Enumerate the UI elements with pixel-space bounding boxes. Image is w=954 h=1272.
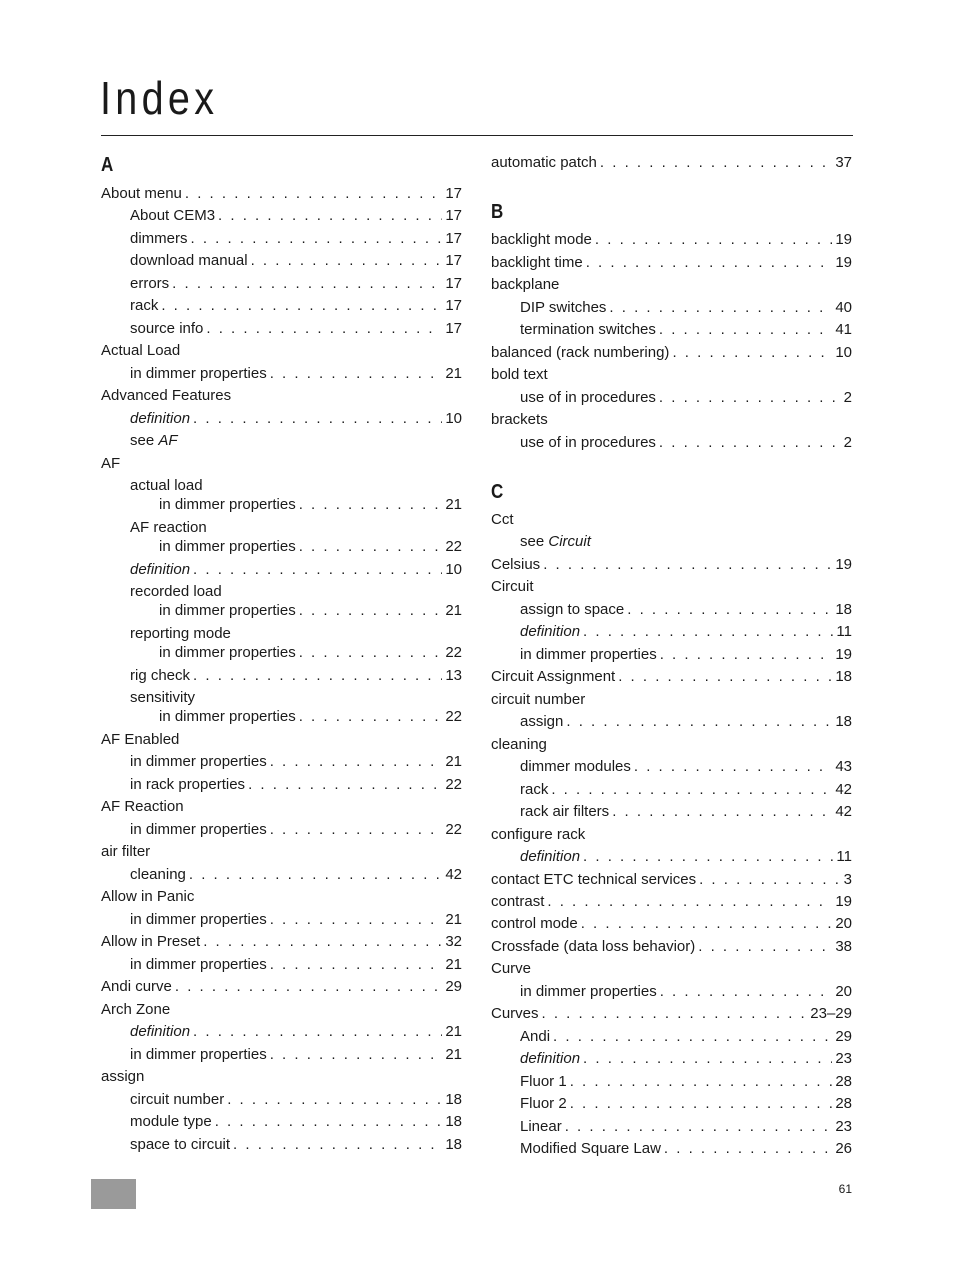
page-ref: 22 <box>445 776 462 793</box>
index-term: Andi <box>520 1028 551 1045</box>
index-entry <box>101 864 462 886</box>
index-term: in dimmer properties <box>520 983 657 1000</box>
index-entry <box>491 599 852 621</box>
index-heading <box>101 999 462 1021</box>
index-term: sensitivity <box>130 689 196 706</box>
dot-leader <box>627 599 832 621</box>
page-ref: 10 <box>835 344 852 361</box>
index-term: use of in procedures <box>520 389 656 406</box>
index-term: definition <box>520 1050 581 1067</box>
index-entry <box>491 711 852 733</box>
dot-leader <box>172 273 442 295</box>
index-entry <box>491 869 852 891</box>
page-ref: 42 <box>835 781 852 798</box>
index-term: Actual Load <box>101 342 181 359</box>
index-entry <box>491 554 852 576</box>
page-ref: 32 <box>445 933 462 950</box>
index-term: Allow in Panic <box>101 888 195 905</box>
index-heading <box>101 841 462 863</box>
page-ref: 28 <box>835 1095 852 1112</box>
page-ref: 37 <box>835 154 852 171</box>
index-term: in dimmer properties <box>130 956 267 973</box>
index-entry <box>101 494 462 516</box>
index-entry <box>101 228 462 250</box>
index-term: in dimmer properties <box>130 911 267 928</box>
index-entry <box>101 600 462 622</box>
index-heading <box>491 364 852 386</box>
index-entry <box>491 1138 852 1160</box>
index-term: AF Reaction <box>101 798 184 815</box>
dot-leader <box>553 1026 832 1048</box>
index-entry <box>101 954 462 976</box>
index-entry <box>491 1093 852 1115</box>
index-heading <box>101 729 462 751</box>
index-entry <box>101 408 462 430</box>
dot-leader <box>185 183 442 205</box>
index-heading <box>491 824 852 846</box>
page-ref: 22 <box>445 821 462 838</box>
index-entry <box>491 252 852 274</box>
index-entry <box>101 819 462 841</box>
page-ref: 20 <box>835 915 852 932</box>
index-heading <box>491 734 852 756</box>
page-ref: 43 <box>835 758 852 775</box>
index-term: backplane <box>491 276 560 293</box>
page-ref: 10 <box>445 410 462 427</box>
page-ref: 21 <box>445 1046 462 1063</box>
index-entry <box>491 644 852 666</box>
dot-leader <box>227 1089 442 1111</box>
dot-leader <box>566 711 832 733</box>
dot-leader <box>699 869 841 891</box>
footer-tab-block <box>91 1179 136 1209</box>
index-term: in dimmer properties <box>159 538 296 555</box>
dot-leader <box>191 228 443 250</box>
page-ref: 42 <box>835 803 852 820</box>
page-ref: 19 <box>835 646 852 663</box>
page-ref: 17 <box>445 320 462 337</box>
index-term: balanced (rack numbering) <box>491 344 670 361</box>
dot-leader <box>586 252 833 274</box>
index-entry <box>491 1003 852 1025</box>
page-ref: 42 <box>445 866 462 883</box>
index-entry <box>491 756 852 778</box>
dot-leader <box>659 387 841 409</box>
dot-leader <box>583 846 833 868</box>
see-target: Circuit <box>548 533 591 550</box>
dot-leader <box>551 779 832 801</box>
index-term: in dimmer properties <box>159 708 296 725</box>
index-entry <box>101 559 462 581</box>
index-entry <box>101 1021 462 1043</box>
page-ref: 10 <box>445 561 462 578</box>
dot-leader <box>664 1138 832 1160</box>
index-entry <box>491 801 852 823</box>
section-letter-text: C <box>491 481 504 503</box>
page-ref: 21 <box>445 911 462 928</box>
page-ref: 17 <box>445 230 462 247</box>
dot-leader <box>270 363 443 385</box>
index-entry <box>101 1111 462 1133</box>
index-entry <box>491 342 852 364</box>
page-ref: 17 <box>445 297 462 314</box>
index-term: Curves <box>491 1005 539 1022</box>
dot-leader <box>570 1093 833 1115</box>
index-entry <box>491 666 852 688</box>
dot-leader <box>299 536 443 558</box>
page-ref: 38 <box>835 938 852 955</box>
index-term: backlight time <box>491 254 583 271</box>
index-heading <box>101 796 462 818</box>
page-number: 61 <box>838 1182 852 1196</box>
index-term: Cct <box>491 511 514 528</box>
page-ref: 21 <box>445 365 462 382</box>
index-entry <box>491 981 852 1003</box>
index-entry <box>101 250 462 272</box>
page-ref: 29 <box>835 1028 852 1045</box>
page-ref: 23 <box>835 1050 852 1067</box>
dot-leader <box>672 342 832 364</box>
index-term: in dimmer properties <box>159 496 296 513</box>
index-term: configure rack <box>491 826 586 843</box>
index-heading <box>101 453 462 475</box>
index-heading <box>101 340 462 362</box>
index-entry <box>101 363 462 385</box>
index-entry <box>101 536 462 558</box>
page-ref: 19 <box>835 556 852 573</box>
index-term: assign to space <box>520 601 625 618</box>
dot-leader <box>206 318 442 340</box>
dot-leader <box>299 706 443 728</box>
page-ref: 3 <box>843 871 852 888</box>
index-entry <box>101 665 462 687</box>
index-entry <box>101 642 462 664</box>
index-term: Circuit <box>491 578 534 595</box>
dot-leader <box>543 554 832 576</box>
page-ref: 21 <box>445 1023 462 1040</box>
index-term: bold text <box>491 366 548 383</box>
index-heading <box>101 886 462 908</box>
index-term: reporting mode <box>130 625 231 642</box>
index-term: in dimmer properties <box>520 646 657 663</box>
page-ref: 21 <box>445 496 462 513</box>
dot-leader <box>193 665 442 687</box>
index-heading <box>491 689 852 711</box>
index-term: download manual <box>130 252 248 269</box>
index-entry <box>491 1071 852 1093</box>
index-entry <box>491 387 852 409</box>
index-heading <box>491 509 852 531</box>
dot-leader <box>542 1003 808 1025</box>
index-heading <box>491 958 852 980</box>
page-ref: 28 <box>835 1073 852 1090</box>
page-ref: 22 <box>445 538 462 555</box>
index-term: rack <box>520 781 549 798</box>
index-entry <box>491 621 852 643</box>
dot-leader <box>595 229 832 251</box>
dot-leader <box>612 801 832 823</box>
dot-leader <box>215 1111 443 1133</box>
page-ref: 23–29 <box>810 1005 852 1022</box>
index-term: Linear <box>520 1118 562 1135</box>
section-letter-b <box>491 199 852 225</box>
dot-leader <box>660 644 833 666</box>
index-entry <box>491 913 852 935</box>
index-entry <box>101 318 462 340</box>
index-entry <box>491 319 852 341</box>
index-term: recorded load <box>130 583 222 600</box>
index-heading <box>491 409 852 431</box>
index-term: circuit number <box>491 691 586 708</box>
index-term: DIP switches <box>520 299 607 316</box>
index-entry <box>101 205 462 227</box>
index-entry <box>101 774 462 796</box>
index-term: in dimmer properties <box>130 821 267 838</box>
page-ref: 21 <box>445 753 462 770</box>
index-entry <box>491 1048 852 1070</box>
dot-leader <box>618 666 832 688</box>
index-term: assign <box>101 1068 145 1085</box>
index-term: circuit number <box>130 1091 225 1108</box>
index-entry <box>491 936 852 958</box>
title-rule <box>101 135 853 136</box>
index-entry <box>491 846 852 868</box>
page-ref: 17 <box>445 275 462 292</box>
index-term: automatic patch <box>491 154 597 171</box>
index-term: in dimmer properties <box>130 365 267 382</box>
page-ref: 19 <box>835 231 852 248</box>
page-ref: 13 <box>445 667 462 684</box>
index-term: About CEM3 <box>130 207 216 224</box>
dot-leader <box>583 1048 832 1070</box>
dot-leader <box>175 976 442 998</box>
page-ref: 18 <box>835 601 852 618</box>
dot-leader <box>270 1044 443 1066</box>
index-term: in dimmer properties <box>159 602 296 619</box>
index-term: in dimmer properties <box>130 1046 267 1063</box>
see-reference <box>491 531 852 553</box>
index-term: Allow in Preset <box>101 933 201 950</box>
dot-leader <box>299 494 443 516</box>
index-term: Crossfade (data loss behavior) <box>491 938 696 955</box>
page-ref: 19 <box>835 893 852 910</box>
index-entry <box>491 432 852 454</box>
dot-leader <box>659 319 832 341</box>
section-letter-text: A <box>101 154 114 176</box>
dot-leader <box>600 152 832 174</box>
index-term: cleaning <box>491 736 547 753</box>
index-term: Curve <box>491 960 532 977</box>
page-ref: 2 <box>843 389 852 406</box>
page-ref: 20 <box>835 983 852 1000</box>
index-term: module type <box>130 1113 212 1130</box>
index-term: dimmer modules <box>520 758 631 775</box>
page-ref: 29 <box>445 978 462 995</box>
index-term: errors <box>130 275 170 292</box>
index-term: definition <box>520 848 581 865</box>
index-entry <box>491 1026 852 1048</box>
index-term: dimmers <box>130 230 188 247</box>
dot-leader <box>634 756 832 778</box>
dot-leader <box>189 864 442 886</box>
index-term: AF reaction <box>130 519 207 536</box>
index-entry <box>101 706 462 728</box>
page-ref: 22 <box>445 644 462 661</box>
dot-leader <box>270 954 443 976</box>
index-heading <box>491 576 852 598</box>
dot-leader <box>193 559 442 581</box>
dot-leader <box>565 1116 833 1138</box>
index-term: cleaning <box>130 866 186 883</box>
page-ref: 40 <box>835 299 852 316</box>
index-term: Fluor 2 <box>520 1095 567 1112</box>
index-entry <box>491 891 852 913</box>
page-ref: 18 <box>835 713 852 730</box>
index-entry <box>101 183 462 205</box>
index-entry <box>491 1116 852 1138</box>
page-ref: 18 <box>445 1091 462 1108</box>
index-term: assign <box>520 713 564 730</box>
index-term: AF Enabled <box>101 731 180 748</box>
dot-leader <box>218 205 442 227</box>
index-entry <box>101 751 462 773</box>
index-term: rack air filters <box>520 803 610 820</box>
see-target: AF <box>158 432 178 449</box>
dot-leader <box>609 297 832 319</box>
index-term: definition <box>520 623 581 640</box>
see-label: see <box>130 432 159 449</box>
page-ref: 11 <box>836 848 852 865</box>
dot-leader <box>270 819 443 841</box>
index-term: Fluor 1 <box>520 1073 567 1090</box>
dot-leader <box>583 621 833 643</box>
index-term: use of in procedures <box>520 434 656 451</box>
index-term: brackets <box>491 411 548 428</box>
index-entry <box>101 273 462 295</box>
dot-leader <box>193 1021 442 1043</box>
dot-leader <box>299 600 443 622</box>
index-term: About menu <box>101 185 182 202</box>
dot-leader <box>270 909 443 931</box>
dot-leader <box>248 774 442 796</box>
section-letter-c <box>491 479 852 505</box>
index-term: contact ETC technical services <box>491 871 697 888</box>
dot-leader <box>203 931 442 953</box>
dot-leader <box>193 408 442 430</box>
section-letter-text: B <box>491 201 504 223</box>
index-heading <box>101 1066 462 1088</box>
index-entry <box>101 1044 462 1066</box>
index-term: termination switches <box>520 321 656 338</box>
dot-leader <box>299 642 443 664</box>
dot-leader <box>581 913 833 935</box>
page-ref: 21 <box>445 956 462 973</box>
dot-leader <box>547 891 832 913</box>
dot-leader <box>570 1071 833 1093</box>
index-entry <box>101 931 462 953</box>
index-term: Celsius <box>491 556 541 573</box>
page-ref: 2 <box>843 434 852 451</box>
index-entry <box>101 1134 462 1156</box>
index-term: Andi curve <box>101 978 172 995</box>
index-entry <box>101 1089 462 1111</box>
page-ref: 26 <box>835 1140 852 1157</box>
index-term: Arch Zone <box>101 1001 171 1018</box>
index-term: definition <box>130 1023 191 1040</box>
index-term: AF <box>101 455 121 472</box>
index-term: control mode <box>491 915 578 932</box>
see-reference <box>101 430 462 452</box>
index-term: backlight mode <box>491 231 592 248</box>
dot-leader <box>270 751 443 773</box>
dot-leader <box>233 1134 442 1156</box>
page-title: Index <box>100 72 219 124</box>
index-entry <box>101 909 462 931</box>
index-term: air filter <box>101 843 151 860</box>
page-ref: 21 <box>445 602 462 619</box>
index-heading <box>491 274 852 296</box>
index-term: in dimmer properties <box>159 644 296 661</box>
page-ref: 22 <box>445 708 462 725</box>
index-term: source info <box>130 320 204 337</box>
index-term: definition <box>130 410 191 427</box>
dot-leader <box>660 981 833 1003</box>
index-entry <box>491 297 852 319</box>
see-label: see <box>520 533 549 550</box>
dot-leader <box>251 250 443 272</box>
index-term: Advanced Features <box>101 387 232 404</box>
dot-leader <box>659 432 841 454</box>
page-ref: 11 <box>836 623 852 640</box>
page-ref: 23 <box>835 1118 852 1135</box>
index-term: rack <box>130 297 159 314</box>
dot-leader <box>698 936 832 958</box>
index-term: Circuit Assignment <box>491 668 616 685</box>
page-ref: 19 <box>835 254 852 271</box>
page-ref: 17 <box>445 185 462 202</box>
index-term: in rack properties <box>130 776 246 793</box>
index-entry <box>101 976 462 998</box>
index-entry <box>101 295 462 317</box>
index-heading <box>101 385 462 407</box>
index-entry <box>491 779 852 801</box>
index-term: actual load <box>130 477 203 494</box>
page-ref: 18 <box>835 668 852 685</box>
page-ref: 41 <box>835 321 852 338</box>
page-ref: 17 <box>445 252 462 269</box>
index-term: definition <box>130 561 191 578</box>
page-ref: 18 <box>445 1113 462 1130</box>
index-term: in dimmer properties <box>130 753 267 770</box>
index-term: space to circuit <box>130 1136 231 1153</box>
dot-leader <box>161 295 442 317</box>
index-term: Modified Square Law <box>520 1140 661 1157</box>
page-ref: 17 <box>445 207 462 224</box>
index-entry <box>491 229 852 251</box>
index-term: contrast <box>491 893 545 910</box>
page-ref: 18 <box>445 1136 462 1153</box>
section-letter-a <box>101 152 462 178</box>
index-entry <box>491 152 852 174</box>
index-term: rig check <box>130 667 191 684</box>
